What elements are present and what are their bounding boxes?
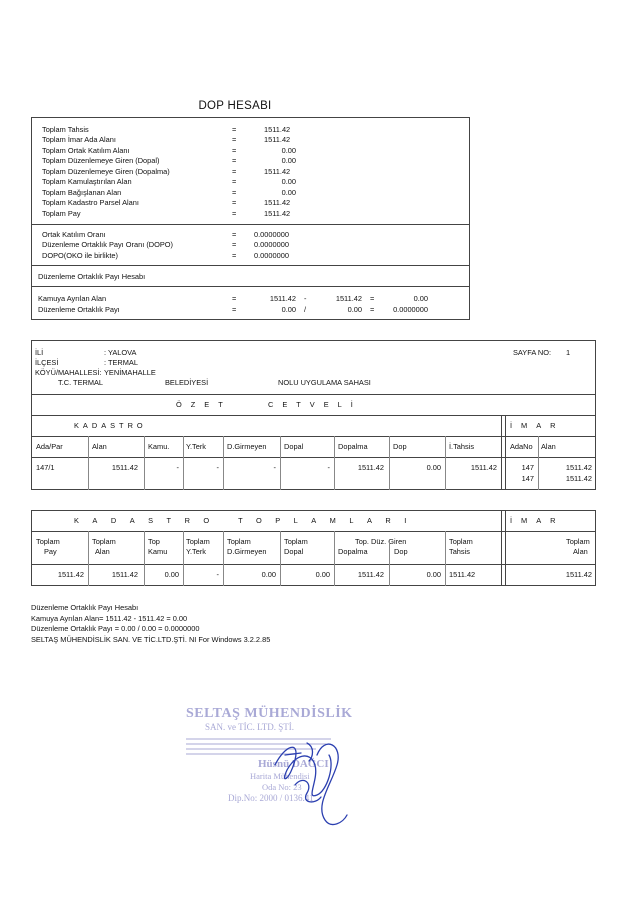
koy-value: YENİMAHALLE [104,368,156,377]
summary-value: 1511.42 [264,135,291,144]
col-line [501,415,502,490]
ratio-value: 0.0000000 [254,251,289,260]
ratio-value: 0.0000000 [254,240,289,249]
belediye-suffix: BELEDİYESİ [165,378,209,387]
tot-value: 1511.42 [565,570,592,579]
cell-adapar: 147/1 [36,463,55,472]
cell-itahsis: 1511.42 [470,463,497,472]
page-title: DOP HESABI [198,100,272,112]
col-line [501,510,502,586]
tot-header: Alan [95,547,110,556]
summary-value: 0.00 [281,156,296,165]
calc-op: / [304,305,307,314]
summary-eq: = [232,177,237,186]
footer-line: Düzenleme Ortaklık Payı Hesabı [31,603,139,612]
calc-a: 1511.42 [269,294,296,303]
divider [31,457,596,458]
tot-header: Dopal [284,547,304,556]
divider [31,286,470,287]
cell-dgirmeyen: - [273,463,276,472]
summary-value: 0.00 [281,146,296,155]
col-header: AdaNo [510,442,533,451]
summary-value: 1511.42 [264,125,291,134]
summary-label: Toplam Kamulaştırılan Alan [42,177,132,186]
divider [31,564,596,565]
summary-label: Toplam İmar Ada Alanı [42,135,116,144]
calc-eq2: = [370,294,375,303]
cell-yterk: - [216,463,219,472]
summary-eq: = [232,135,237,144]
col-header: Kamu. [148,442,170,451]
summary-value: 1511.42 [264,167,291,176]
tot-header: Toplam [284,537,308,546]
tot-header: Pay [44,547,57,556]
tot-header: Kamu [148,547,168,556]
col-header: İ.Tahsis [449,442,475,451]
col-header: Alan [541,442,556,451]
cell-dopalma: 1511.42 [357,463,384,472]
summary-value: 1511.42 [264,198,291,207]
calc-b: 1511.42 [335,294,362,303]
tot-value: 0.00 [164,570,179,579]
cell-adano: 147 [521,463,534,472]
divider [31,415,596,416]
tot-header: Tahsis [449,547,470,556]
ozet-label: ÖZET [176,400,232,409]
divider [31,265,470,266]
tot-header: Toplam [566,537,590,546]
cell-dop: 0.00 [426,463,441,472]
calc-b: 0.00 [347,305,362,314]
koy-label: KÖYÜ/MAHALLESİ: [35,368,102,377]
calc-c: 0.0000000 [393,305,428,314]
summary-label: Toplam Düzenlemeye Giren (Dopal) [42,156,160,165]
tot-value: 1511.42 [357,570,384,579]
summary-value: 0.00 [281,177,296,186]
tot-value: - [216,570,219,579]
tot-value: 0.00 [426,570,441,579]
col-header: Dopalma [338,442,368,451]
tot-header: Top [148,537,160,546]
cell-imar-alan: 1511.42 [565,474,592,483]
sayfa-value: 1 [566,348,571,357]
summary-eq: = [232,188,237,197]
calc-eq2: = [370,305,375,314]
calc-c: 0.00 [413,294,428,303]
stamp-company2: SAN. ve TİC. LTD. ŞTİ. [205,722,295,732]
footer-line: Kamuya Ayrılan Alan= 1511.42 - 1511.42 = 0.00 [31,614,188,623]
calc-label: Kamuya Ayrılan Alan [38,294,107,303]
summary-label: Toplam Pay [42,209,81,218]
footer-line: SELTAŞ MÜHENDİSLİK SAN. VE TİC.LTD.ŞTİ. NI For Windows 3.2.2.85 [31,635,271,644]
ratio-label: Düzenleme Ortaklık Payı Oranı (DOPO) [42,240,174,249]
ratio-label: Ortak Katılım Oranı [42,230,106,239]
col-line [445,531,446,586]
summary-eq: = [232,198,237,207]
tot-value: 1511.42 [111,570,138,579]
ilce-value: : TERMAL [104,358,138,367]
sayfa-label: SAYFA NO: [513,348,552,357]
ratio-eq: = [232,240,237,249]
uygulama-sahasi: NOLU UYGULAMA SAHASI [278,378,371,387]
col-header: Alan [92,442,107,451]
summary-value: 0.00 [281,188,296,197]
kadastro-label: KADASTRO [74,421,147,430]
tot-header: Toplam [186,537,210,546]
col-header: Dop [393,442,407,451]
tot-value: 0.00 [261,570,276,579]
toplamlar-imar-label: İMAR [510,516,565,525]
summary-eq: = [232,209,237,218]
ratio-value: 0.0000000 [254,230,289,239]
calc-eq: = [232,305,237,314]
toplamlar-title: KADASTRO TOPLAMLARI [74,516,420,525]
cell-adano: 147 [521,474,534,483]
tot-header: Toplam [227,537,251,546]
stamp-dip: Dip.No: 2000 / 0136.41 [228,793,314,803]
tot-header: Toplam [36,537,60,546]
imar-label: İMAR [510,421,565,430]
tot-header: Y.Terk [186,547,206,556]
divider [31,531,596,532]
stamp-oda: Oda No: 23 [262,782,302,792]
tot-header: Alan [573,547,588,556]
col-header: D.Girmeyen [227,442,267,451]
summary-label: Toplam Düzenlemeye Giren (Dopalma) [42,167,170,176]
cell-alan: 1511.42 [111,463,138,472]
belediye-prefix: T.C. TERMAL [58,378,104,387]
tot-header: D.Girmeyen [227,547,267,556]
divider [31,394,596,395]
summary-label: Toplam Kadastro Parsel Alanı [42,198,139,207]
calc-op: - [304,294,307,303]
tot-value: 1511.42 [57,570,84,579]
il-value: : YALOVA [104,348,137,357]
summary-label: Toplam Ortak Katılım Alanı [42,146,130,155]
calc-title: Düzenleme Ortaklık Payı Hesabı [38,272,146,281]
col-header: Ada/Par [36,442,63,451]
summary-eq: = [232,156,237,165]
summary-eq: = [232,167,237,176]
tot-header: Top. Düz. Giren [355,537,407,546]
stamp-name: Hüsnü DAĞCI [258,758,329,770]
tot-value: 1511.42 [449,570,476,579]
tot-header: Dop [394,547,408,556]
summary-eq: = [232,125,237,134]
tot-value: 0.00 [315,570,330,579]
ratio-label: DOPO(OKO ile birlikte) [42,251,118,260]
cetveli-label: CETVELİ [268,400,362,409]
cell-kamu: - [176,463,179,472]
tot-header: Dopalma [338,547,368,556]
ratio-eq: = [232,251,237,260]
summary-label: Toplam Tahsis [42,125,89,134]
divider [31,224,470,225]
cell-dopal: - [327,463,330,472]
tot-header: Toplam [92,537,116,546]
il-label: İLİ [35,348,44,357]
summary-value: 1511.42 [264,209,291,218]
summary-eq: = [232,146,237,155]
calc-eq: = [232,294,237,303]
calc-label: Düzenleme Ortaklık Payı [38,305,120,314]
tot-header: Toplam [449,537,473,546]
divider [31,436,596,437]
calc-a: 0.00 [281,305,296,314]
ilce-label: İLÇESİ [35,358,59,367]
ratio-eq: = [232,230,237,239]
footer-line: Düzenleme Ortaklık Payı = 0.00 / 0.00 = 0.0000000 [31,624,200,633]
stamp-title: Harita Mühendisi [250,771,310,781]
col-header: Dopal [284,442,304,451]
stamp-company: SELTAŞ MÜHENDİSLİK [186,706,353,721]
cell-imar-alan: 1511.42 [565,463,592,472]
summary-label: Toplam Bağışlanan Alan [42,188,122,197]
signature [255,725,355,835]
col-header: Y.Terk [186,442,206,451]
